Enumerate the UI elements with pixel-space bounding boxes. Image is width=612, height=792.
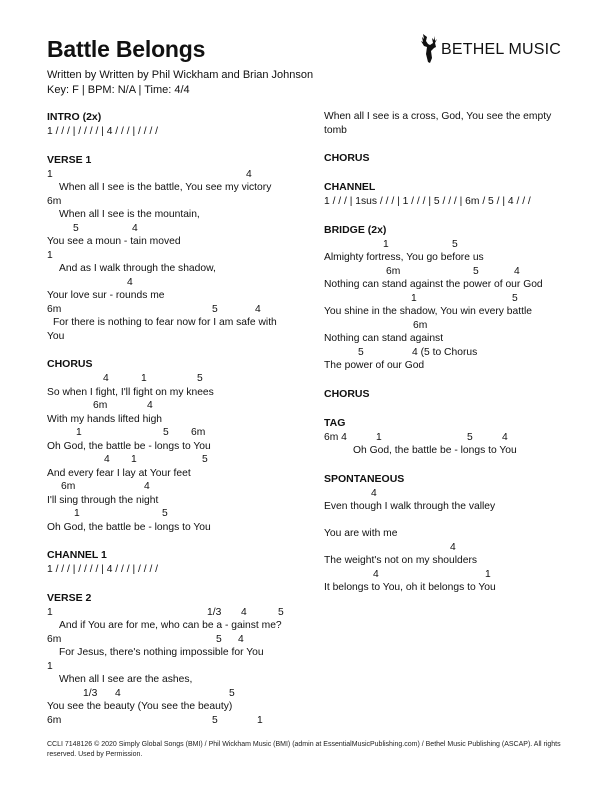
song-line	[47, 521, 307, 535]
line-text: 5	[212, 714, 218, 726]
line-text: It belongs to You, oh it belongs to You	[324, 582, 496, 593]
song-section	[47, 548, 307, 577]
song-line	[324, 568, 584, 582]
line-text: Nothing can stand against	[324, 333, 444, 344]
song-line	[47, 700, 307, 714]
song-section	[324, 387, 584, 402]
line-text: 6m	[61, 481, 76, 492]
line-text: You shine in the shadow, You win every battle	[324, 306, 532, 317]
song-line	[324, 527, 584, 541]
line-text: I'll sing through the night	[47, 494, 159, 506]
section-title: TAG	[324, 416, 346, 429]
section-title: CHORUS	[324, 387, 370, 400]
line-text: 1	[131, 454, 137, 465]
line-text: And as I walk through the shadow,	[59, 263, 216, 274]
line-text: 5	[162, 508, 168, 519]
song-line	[47, 563, 307, 577]
section-title: CHORUS	[324, 152, 370, 164]
song-line	[324, 332, 584, 346]
line-text: 1	[376, 431, 382, 443]
song-line	[324, 195, 584, 209]
song-line	[324, 487, 584, 501]
line-text: 4	[115, 687, 121, 699]
song-line	[47, 646, 307, 660]
section-title: SPONTANEOUS	[324, 472, 405, 485]
line-text: 5	[358, 346, 364, 358]
line-text: 6m	[413, 319, 428, 331]
line-text: 4	[147, 400, 153, 411]
line-text: 1	[74, 508, 80, 519]
song-line	[324, 292, 584, 306]
song-line	[47, 330, 307, 344]
line-text: Even though I walk through the valley	[324, 501, 496, 512]
song-line	[324, 319, 584, 333]
bethel-music-logo	[419, 32, 569, 68]
line-text: 1/3	[83, 687, 98, 699]
line-text: tomb	[324, 124, 347, 136]
song-line	[47, 222, 307, 236]
line-text: 5	[473, 265, 479, 277]
song-line	[47, 399, 307, 413]
line-text: 1 / / / | / / / / | 4 / / / | / / / /	[47, 126, 159, 137]
song-line	[47, 633, 307, 647]
written-by: Written by Written by Phil Wickham and Brian Johnson	[47, 69, 314, 81]
line-text: 4	[246, 168, 252, 180]
line-text: The power of our God	[324, 360, 425, 371]
song-line	[324, 359, 584, 373]
line-text: 4	[255, 303, 261, 315]
song-line	[47, 453, 307, 467]
line-text: 4	[502, 431, 508, 443]
line-text: 4	[127, 276, 133, 288]
line-text: 5	[197, 373, 203, 384]
song-line	[47, 195, 307, 209]
right-column	[324, 110, 584, 609]
song-line	[47, 249, 307, 263]
line-text: Nothing can stand against the power of our God	[324, 279, 543, 290]
song-line	[47, 168, 307, 182]
song-section	[47, 110, 307, 139]
line-text: For there is nothing to fear now for I am safe with	[53, 317, 277, 328]
line-text: 1	[47, 168, 53, 180]
line-text: 1	[485, 568, 491, 580]
line-text: 1	[76, 427, 82, 438]
line-text: 1 / / / | 1sus / / / | 1 / / / | 5 / / / | 6m / 5 / | 4 / / /	[324, 196, 531, 207]
line-text: 1	[411, 292, 417, 304]
song-line	[324, 110, 584, 124]
line-text: 5	[229, 687, 235, 699]
song-section	[47, 153, 307, 344]
line-text: When all I see is the mountain,	[59, 209, 200, 220]
left-column	[47, 110, 307, 741]
line-text: 4	[373, 568, 379, 580]
song-section	[324, 472, 584, 595]
section-title: VERSE 2	[47, 591, 92, 604]
song-line	[324, 500, 584, 514]
section-title: CHANNEL	[324, 181, 376, 193]
line-text: 4	[514, 265, 520, 277]
line-text: You are with me	[324, 528, 398, 539]
song-line	[47, 413, 307, 427]
song-section	[324, 110, 584, 137]
song-line	[47, 687, 307, 701]
line-text: 1	[257, 714, 263, 726]
line-text: 4	[371, 487, 377, 499]
line-text: 5	[467, 431, 473, 443]
song-line	[47, 372, 307, 386]
song-section	[324, 223, 584, 373]
line-text: 5	[512, 292, 518, 304]
line-text: 1	[47, 660, 53, 672]
section-title: INTRO (2x)	[47, 111, 102, 123]
song-line	[324, 581, 584, 595]
line-text: 6m	[47, 303, 62, 315]
song-line	[47, 262, 307, 276]
line-text: 1	[141, 373, 147, 384]
line-text: For Jesus, there's nothing impossible for You	[59, 647, 264, 658]
song-line	[47, 289, 307, 303]
line-text: 1	[47, 606, 53, 618]
section-title: VERSE 1	[47, 153, 92, 166]
line-text: 4 (5 to Chorus	[412, 346, 478, 358]
line-text: 5	[212, 303, 218, 315]
song-section	[324, 416, 584, 458]
line-text: 5	[163, 427, 169, 438]
line-text: You	[47, 330, 65, 342]
line-text: You see the beauty (You see the beauty)	[47, 701, 233, 712]
song-line	[47, 440, 307, 454]
line-text: You see a moun - tain moved	[47, 236, 181, 247]
song-section	[47, 357, 307, 534]
line-text: 5	[216, 633, 222, 645]
deer-head-icon	[419, 32, 439, 66]
line-text: And every fear I lay at Your feet	[47, 467, 191, 479]
song-line	[47, 673, 307, 687]
line-text: 5	[278, 606, 284, 618]
line-text: 5	[73, 222, 79, 234]
line-text: 4	[103, 373, 109, 384]
song-line	[324, 541, 584, 555]
song-line	[324, 305, 584, 319]
song-line	[324, 278, 584, 292]
line-text: 5	[202, 454, 208, 465]
song-key-line: Key: F | BPM: N/A | Time: 4/4	[47, 84, 190, 96]
line-text: 4	[144, 481, 150, 492]
song-line	[324, 514, 584, 528]
song-line	[47, 494, 307, 508]
song-line	[47, 303, 307, 317]
song-line	[47, 467, 307, 481]
song-line	[47, 714, 307, 728]
song-line	[47, 660, 307, 674]
song-line	[47, 316, 307, 330]
song-line	[47, 386, 307, 400]
line-text: 6m 4	[324, 431, 347, 443]
line-text: When all I see is the battle, You see my victory	[59, 182, 272, 193]
song-line	[47, 181, 307, 195]
line-text: So when I fight, I'll fight on my knees	[47, 386, 214, 398]
line-text: Oh God, the battle be - longs to You	[47, 440, 211, 452]
song-line	[47, 125, 307, 139]
section-title: BRIDGE (2x)	[324, 223, 387, 236]
song-section	[47, 591, 307, 728]
song-line	[47, 606, 307, 620]
line-text: Almighty fortress, You go before us	[324, 252, 484, 263]
line-text: The weight's not on my shoulders	[324, 555, 478, 566]
song-line	[47, 619, 307, 633]
line-text: 1 / / / | / / / / | 4 / / / | / / / /	[47, 564, 159, 575]
line-text: 6m	[47, 714, 62, 726]
line-text: 6m	[386, 265, 401, 277]
song-line	[324, 265, 584, 279]
song-line	[47, 235, 307, 249]
line-text: 6m	[191, 427, 206, 438]
copyright-footer: CCLI 7148126 © 2020 Simply Global Songs (BMI) / Phil Wickham Music (BMI) (admin at EssentialMusicPublishing.com) / Bethel Music Publishing (ASCAP). All rights reserved. Used by Permission.	[47, 741, 561, 758]
line-text: Oh God, the battle be - longs to You	[353, 445, 517, 456]
song-line	[47, 507, 307, 521]
line-text: 6m	[93, 400, 108, 411]
line-text: 4	[241, 606, 247, 618]
song-line	[324, 346, 584, 360]
logo-text: BETHEL MUSIC	[441, 41, 562, 58]
song-line	[324, 554, 584, 568]
song-line	[324, 124, 584, 138]
line-text: 6m	[47, 633, 62, 645]
section-title: CHORUS	[47, 358, 93, 370]
song-line	[47, 480, 307, 494]
line-text: 6m	[47, 195, 62, 207]
line-text: When all I see is a cross, God, You see the empty	[324, 111, 552, 122]
section-title: CHANNEL 1	[47, 549, 107, 561]
song-line	[324, 251, 584, 265]
line-text: 4	[104, 454, 110, 465]
song-line	[324, 431, 584, 445]
line-text: Oh God, the battle be - longs to You	[47, 521, 211, 533]
line-text: And if You are for me, who can be a - gainst me?	[59, 620, 282, 631]
line-text: 1/3	[207, 606, 222, 618]
line-text: Your love sur - rounds me	[47, 290, 165, 301]
song-line	[47, 208, 307, 222]
line-text: When all I see are the ashes,	[59, 674, 193, 685]
line-text: 4	[450, 541, 456, 553]
line-text: 4	[238, 633, 244, 645]
song-line	[324, 444, 584, 458]
line-text: With my hands lifted high	[47, 413, 163, 425]
line-text: 5	[452, 238, 458, 250]
line-text: 1	[47, 249, 53, 261]
song-line	[47, 276, 307, 290]
song-line	[324, 238, 584, 252]
song-section	[324, 180, 584, 209]
line-text: 1	[383, 238, 389, 250]
song-section	[324, 151, 584, 166]
song-title: Battle Belongs	[47, 36, 206, 62]
song-line	[47, 426, 307, 440]
line-text: 4	[132, 222, 138, 234]
